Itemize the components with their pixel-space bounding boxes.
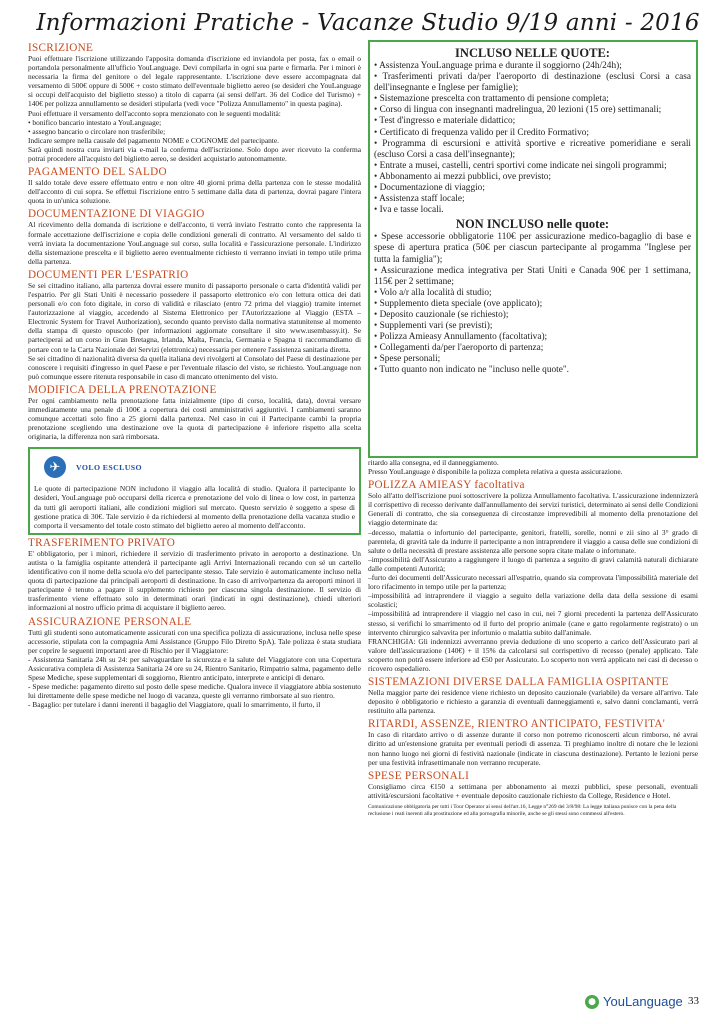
documentazione-heading: DOCUMENTAZIONE DI VIAGGIO	[28, 208, 205, 221]
non-incluso-item: • Assicurazione medica integrativa per Stati Uniti e Canada 90€ per 1 settimana, 115€ per 2 settimane;	[374, 265, 691, 287]
modifica-heading: MODIFICA DELLA PRENOTAZIONE	[28, 383, 217, 396]
non-incluso-item: • Polizza Amieasy Annullamento (facoltativa);	[374, 332, 548, 343]
spese-text: Consigliamo circa €150 a settimana per abbonamento ai mezzi pubblici, spese personali, eventuali attività/escursioni facoltative + eventuale deposito cauzionale richiesto da College, Residence e Hotel.	[368, 781, 698, 800]
iscrizione-text-2: Puoi effettuare il versamento dell'acconto sopra menzionato con le seguenti modalità:	[28, 108, 281, 118]
assicurazione-heading: ASSICURAZIONE PERSONALE	[28, 615, 192, 628]
left-column	[28, 40, 361, 709]
incluso-item: • Iva e tasse locali.	[374, 205, 444, 216]
polizza-text-6: –impossibilità ad intraprendere il viaggio nel caso in cui, nei 7 giorni precedenti la partenza dell'Assicurato stesso, si verifichi lo smarrimento od il furto del proprio animale (cane e gatto regolarmente registrato) o un intervento chirurgico salvavita per infortunio o malattia subito dall'animale.	[368, 609, 698, 637]
incluso-item: • Abbonamento ai mezzi pubblici, ove previsto;	[374, 171, 552, 182]
non-incluso-item: • Supplementi vari (se previsti);	[374, 321, 493, 332]
incluso-item: • Sistemazione prescelta con trattamento di pensione completa;	[374, 94, 609, 105]
polizza-text-2: –decesso, malattia o infortunio del partecipante, genitori, fratelli, sorelle, nonni e zii sino al 3° grado di parentela, di gravità tale da indurre il partecipante a non intraprendere il viaggio a causa delle sue condizioni di salute o della necessità di prestare assistenza alle persone sopra citate malate o infortunate.	[368, 527, 698, 555]
assicurazione-continued-1: ritardo alla consegna, ed il danneggiamento.	[368, 458, 499, 467]
saldo-text: Il saldo totale deve essere effettuato entro e non oltre 40 giorni prima della partenza con le stesse modalità dell'acconto di cui sopra. Se effettui l'iscrizione entro 5 settimane dalla data di partenza, dovrai pagare l'intera quota in un'unica soluzione.	[28, 178, 361, 206]
iscrizione-heading: ISCRIZIONE	[28, 42, 94, 54]
non-incluso-item: • Deposito cauzionale (se richiesto);	[374, 309, 509, 320]
incluso-item: • Documentazione di viaggio;	[374, 183, 485, 194]
saldo-heading: PAGAMENTO DEL SALDO	[28, 166, 167, 179]
volo-escluso-header	[44, 456, 355, 478]
incluso-item: • Test d'ingresso e materiale didattico;	[374, 116, 516, 127]
ritardi-text: In caso di ritardato arrivo o di assenze durante il corso non potremo riconoscerti alcun rimborso, né avrai diritto ad un'estensione gratuita per eventuali periodi di assenza. Ti preghiamo inoltre di notare che le lezioni non hanno luogo nei giorni di festività nazionale (indicate in ciascuna destinazione). Pertanto le lezioni perse per una festività infrasettimanale non verranno recuperate.	[368, 730, 698, 767]
polizza-text-4: –furto dei documenti dell'Assicurato necessari all'espatrio, quando sia comprovata l'impossibilità materiale del loro rifacimento in tempo utile per la partenza;	[368, 573, 698, 592]
polizza-heading: POLIZZA AMIEASY facoltativa	[368, 479, 525, 492]
volo-escluso-text: Le quote di partecipazione NON includono il viaggio alla località di studio. Qualora il partecipante lo desideri, YouLanguage può occuparsi della ricerca e prenotazione del volo di linea o low cost, in partenza da tutti gli aeroporti italiani, alle condizioni migliori sul mercato. Questo servizio è soggetto a spese di gestione pratica di 30€. Tale servizio è da richiedersi al momento della prenotazione della vacanza studio e comporta il versamento del totale costo stimato del biglietto aereo al momento dell'acconto.	[34, 484, 355, 530]
iscrizione-text-1: Puoi effettuare l'iscrizione utilizzando l'apposita domanda d'iscrizione ed inviandola per posta, fax o email o portandola personalmente all'ufficio YouLanguage. Devi compilarla in ogni sua parte e firmarla. Per i minori è necessaria la firma del genitore o del legale rappresentante. L'iscrizione deve essere accompagnata dal versamento di 500€ oppure di 500€ + costo stimato dell'eventuale biglietto aereo (se desideri che YouLanguage si occupi dell'acquisto del biglietto stesso) a titolo di caparra (ai sensi dell'art. 36 del Codice del Turismo) + 140€ per polizza annullamento se desideri stipularla (vedi voce "Polizza Annullamento" in questa pagina).	[28, 54, 361, 109]
non-incluso-list	[374, 232, 691, 376]
non-incluso-item: • Collegamenti da/per l'aeroporto di partenza;	[374, 343, 544, 354]
incluso-heading: INCLUSO NELLE QUOTE:	[455, 46, 610, 60]
polizza-franchigia: FRANCHIGIA: Gli indennizzi avverranno previa deduzione di uno scoperto a carico dell'Assicurato pari al valore dell'assicurazione (140€) + il 15% da calcolarsi sul corrispettivo di recesso (penale) applicato. Tale scoperto non potrà essere inferiore ad €50 per Assicurato. Lo scoperto non verrà applicato nei casi di decesso o ricovero ospedaliero.	[368, 636, 698, 673]
sistemazioni-text: Nella maggior parte dei residence viene richiesto un deposito cauzionale (variabile) da versare all'arrivo. Tale deposito è obbligatorio e richiesto a garanzia di eventuali danneggiamenti e, salvo danni conclamanti, verrà restituito alla partenza.	[368, 688, 698, 716]
espatrio-heading: DOCUMENTI PER L'ESPATRIO	[28, 268, 189, 281]
polizza-text-1: Solo all'atto dell'iscrizione puoi sottoscrivere la polizza Annullamento facoltativa. L'assicurazione indennizzerà il corrispettivo di recesso derivante dall'annullamento dei servizi turistici, determinato ai sensi delle Condizioni Generali di contratto, che sia conseguenza di circostanze imprevedibili al momento della prenotazione del viaggio determinate da:	[368, 491, 698, 528]
assicurazione-text-4: - Bagaglio: per tutelare i danni inerenti il bagaglio del Viaggiatore, quali lo smarrimento, il furto, il	[28, 700, 321, 710]
non-incluso-item: • Spese personali;	[374, 354, 441, 365]
incluso-item: • Corso di lingua con insegnanti madrelingua, 20 lezioni (15 ore) settimanali;	[374, 105, 662, 116]
sistemazioni-heading: SISTEMAZIONI DIVERSE DALLA FAMIGLIA OSPITANTE	[368, 676, 669, 689]
polizza-text-5: –impossibilità ad intraprendere il viaggio a seguito della variazione della data della sessione di esami scolastici;	[368, 591, 698, 610]
incluso-item: • Entrate a musei, castelli, centri sportivi come indicate nei singoli programmi;	[374, 160, 667, 171]
assicurazione-continued-2: Presso YouLanguage è disponibile la polizza completa relativa a questa assicurazione.	[368, 467, 623, 477]
non-incluso-heading: NON INCLUSO nelle quote:	[455, 217, 610, 232]
incluso-item: • Assistenza staff locale;	[374, 194, 465, 205]
non-incluso-item: • Spese accessorie obbligatorie 110€ per assicurazione medico-bagaglio di base e spese di apertura pratica (50€ per ciascun partecipante al progamma "Inglese per tutta la famiglia");	[374, 232, 691, 265]
brand-logo	[585, 994, 683, 1009]
iscrizione-text-3: • bonifico bancario intestato a YouLanguage;	[28, 117, 162, 127]
iscrizione-text-4: • assegno bancario o circolare non trasferibile;	[28, 126, 166, 136]
spese-heading: SPESE PERSONALI	[368, 769, 470, 782]
iscrizione-text-6: Sarà quindi nostra cura inviarti via e-mail la conferma dell'iscrizione. Solo dopo aver ricevuto la conferma potrai procedere all'acquisto del biglietto aereo, se desideri acquistarlo autonomamente.	[28, 144, 361, 164]
incluso-list	[374, 61, 691, 216]
espatrio-text-1: Se sei cittadino italiano, alla partenza dovrai essere munito di passaporto personale o carta d'identità validi per l'espatrio. Per gli Stati Uniti è necessario possedere il passaporto elettronico e/o con lettura ottica dei dati personali e/o con foto digitale, in corso di validità e rilasciato (entro 72 prima del viaggio) tramite internet l'autorizzazione al viaggio, accedendo al Sistema Elettronico per l'Autorizzazione al Viaggio (ESTA – Electronic System for Travel Authorization), secondo quanto previsto dalla normativa statunitense al momento della stampa di questo opuscolo (per informazioni aggiornate consultare il sito www.usembassy.it). Se parteciperai ad un corso in Gran Bretagna, Irlanda, Malta, Francia, Germania e Spagna ti raccomandiamo di portare con te la Carta Nazionale dei Servizi (elettronica) necessaria per ottenere l'assistenza sanitaria diretta.	[28, 280, 361, 354]
owl-logo-icon: ●	[585, 995, 599, 1009]
trasferimento-text: E' obbligatorio, per i minori, richiedere il servizio di trasferimento privato in aeroporto a destinazione. Un autista o la famiglia ospitante attenderà il partecipante agli Arrivi Internazionali recando con sé un cartello identificativo con il nome della scuola e/o del partecipante stesso. Tale servizio è automaticamente incluso nella quota di partecipazione dai principali aeroporti di destinazione. In caso di arrivo/partenza da aeroporti minori il partecipante è tenuto a pagare il supplemento richiesto per ciascuna singola destinazione. Il servizio di trasferimento viene effettuato solo in determinati orari (indicati in ogni destinazione), chiedi ulteriori informazioni al nostro ufficio prima di acquistare il biglietto aereo.	[28, 548, 361, 613]
incluso-item: • Trasferimenti privati da/per l'aeroporto di destinazione (esclusi Corsi a casa dell'insegnante e Inglese per famiglie);	[374, 72, 691, 94]
assicurazione-text-2: - Assistenza Sanitaria 24h su 24: per salvaguardare la sicurezza e la salute del Viaggiatore con una Copertura Assicurativa completa di Assistenza Sanitaria 24 ore su 24, Rientro Sanitario, Rimpatrio salma, pagamento delle Spese Mediche, spese supplementari di soggiorno, Rientro anticipato, interprete e anticipi di denaro.	[28, 654, 361, 682]
volo-escluso-title: VOLO ESCLUSO	[76, 462, 142, 472]
incluso-item: • Certificato di frequenza valido per il Credito Formativo;	[374, 127, 589, 138]
iscrizione-text-5: Indicare sempre nella causale del pagamento NOME e COGNOME del partecipante.	[28, 135, 279, 145]
trasferimento-heading: TRASFERIMENTO PRIVATO	[28, 536, 176, 549]
documentazione-text: Al ricevimento della domanda di iscrizione e dell'acconto, ti verrà inviato l'estratto conto che rappresenta la formale accettazione dell'iscrizione e copia delle condizioni generali di contratto. Al versamento del saldo ti verrà inviata la documentazione YouLanguage sul corso, sulla località e l'assicurazione personale. L'indirizzo della sistemazione prescelta e il biglietto aereo eventualmente richiesto ti verranno inviati in tempo utile prima della partenza.	[28, 220, 361, 266]
modifica-text: Per ogni cambiamento nella prenotazione fatta inizialmente (tipo di corso, località, data), dovrai versare immediatamente una penale di 100€ a copertura dei costi amministrativi aggiuntivi. I cambiamenti saranno comunque accettati solo fino a 25 giorni dalla partenza. Nel caso in cui il Partecipante cambi la propria prenotazione scegliendo una destinazione ove la quota di partecipazione è inferiore rispetto alla scelta originaria, la differenza non sarà rimborsata.	[28, 395, 361, 442]
volo-escluso-box	[28, 447, 361, 534]
polizza-text-3: –impossibilità dell'Assicurato a raggiungere il luogo di partenza a seguito di gravi calamità naturali dichiarate dalle competenti Autorità;	[368, 554, 698, 573]
quote-box	[368, 40, 698, 458]
assicurazione-text-1: Tutti gli studenti sono automaticamente assicurati con una specifica polizza di assicurazione, inclusa nelle spese accessorie, stipulata con la compagnia Ami Assistance (Gruppo Filo Diretto SpA). Tale polizza è stata studiata per coprire le seguenti importanti aree di Rischio per il Viaggiatore:	[28, 627, 361, 655]
airplane-icon: ✈	[44, 456, 66, 478]
incluso-item: • Assistenza YouLanguage prima e durante il soggiorno (24h/24h);	[374, 61, 622, 71]
right-column	[368, 40, 698, 818]
page-number: 33	[688, 995, 699, 1007]
ritardi-heading: RITARDI, ASSENZE, RIENTRO ANTICIPATO, FESTIVITA'	[368, 718, 666, 731]
non-incluso-item: • Tutto quanto non indicato ne "incluso nelle quote".	[374, 365, 569, 376]
legal-footnote: Comunicazione obbligatoria per tutti i Tour Operator ai sensi dell'art.16, Legge n°269 del 3/8/98: La legge italiana punisce con la pena della reclusione i reati inerenti alla prostituzione ed alla pornografia minorile, anche se gli stessi sono commessi all'estero.	[368, 803, 677, 817]
non-incluso-item: • Supplemento dieta speciale (ove applicato);	[374, 298, 543, 309]
page-title: Informazioni Pratiche - Vacanze Studio 9/19 anni - 2016	[36, 10, 700, 36]
espatrio-text-2: Se sei cittadino di nazionalità diversa da quella italiana devi rivolgerti al Consolato del Paese di destinazione per conoscere i requisiti d'ingresso in quel Paese e per l'eventuale rilascio del visto, se richiesto. YouLanguage non può comunque essere ritenuta responsabile in caso di mancato ottenimento del visto.	[28, 353, 361, 381]
non-incluso-item: • Volo a/r alla località di studio;	[374, 287, 492, 298]
brand-name: YouLanguage	[603, 994, 683, 1009]
incluso-item: • Programma di escursioni e attività sportive e ricreative pomeridiane e serali (escluso Corsi a casa dell'insegnante);	[374, 138, 691, 160]
assicurazione-text-3: - Spese mediche: pagamento diretto sul posto delle spese mediche. Qualora invece il viaggiatore abbia sostenuto lui direttamente delle spese mediche nel luogo di vacanza, queste gli verranno rimborsate al suo rientro.	[28, 682, 361, 701]
